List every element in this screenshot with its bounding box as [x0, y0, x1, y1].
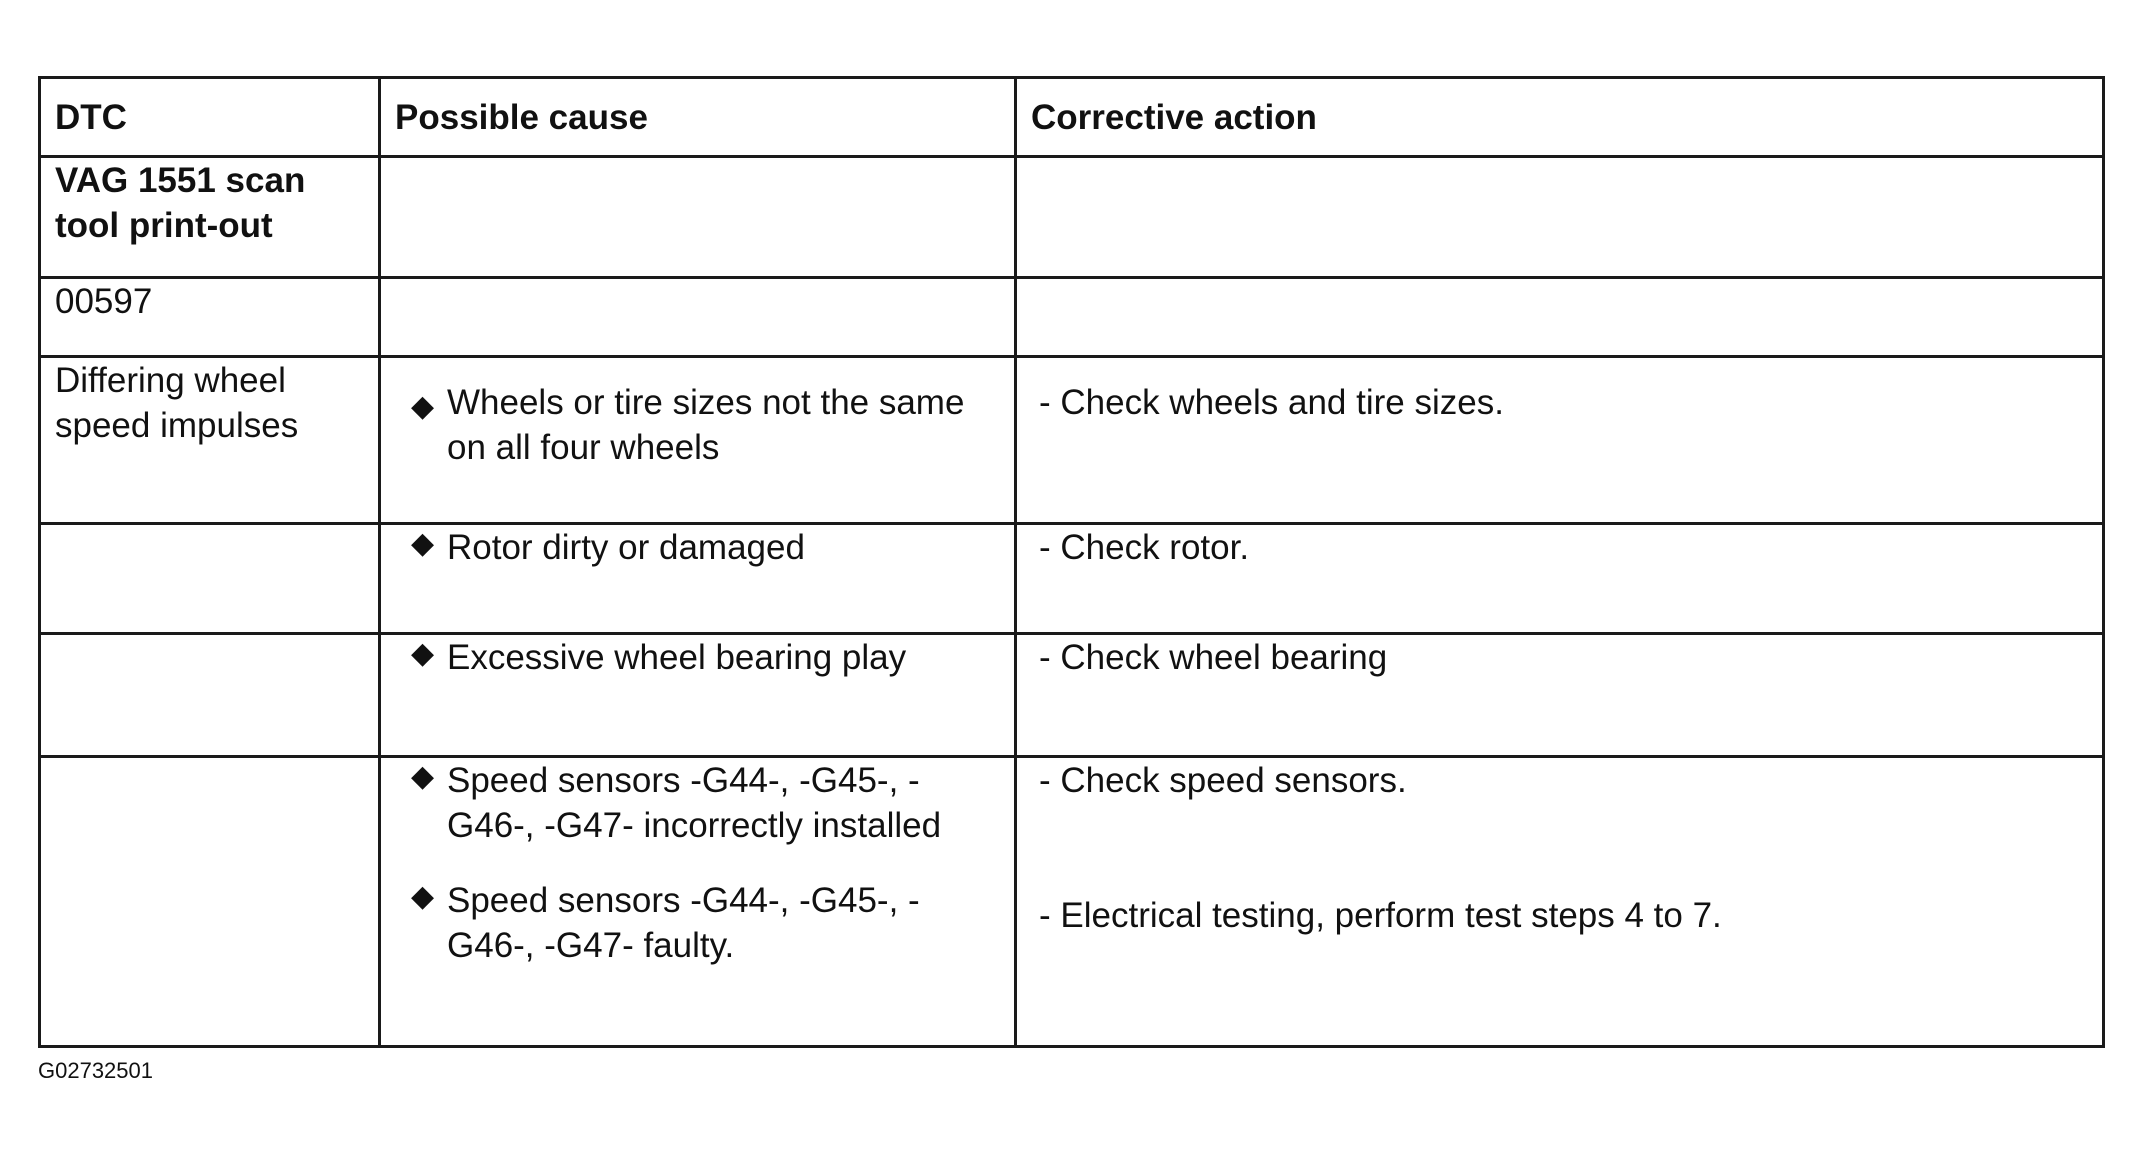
- cause-item: [395, 358, 1000, 470]
- cell-corrective-action: [1016, 634, 2104, 757]
- cell-empty: [380, 278, 1016, 357]
- cell-empty: [1016, 278, 2104, 357]
- action-text: - Check rotor.: [1039, 528, 1250, 567]
- dtc-code: 00597: [40, 278, 380, 357]
- cell-possible-cause: [380, 357, 1016, 524]
- table-row: [40, 357, 2104, 524]
- table-row: [40, 757, 2104, 1047]
- header-corrective-action: Corrective action: [1016, 78, 2104, 157]
- action-text: - Check wheel bearing: [1039, 638, 1388, 677]
- cell-empty: [1016, 157, 2104, 278]
- dtc-description: [40, 757, 380, 1047]
- dtc-table: [38, 76, 2105, 1048]
- cause-text: Rotor dirty or damaged: [447, 528, 805, 567]
- header-dtc: DTC: [40, 78, 380, 157]
- header-row: [40, 78, 2104, 157]
- cell-empty: [380, 157, 1016, 278]
- cause-item: [395, 878, 1000, 968]
- cause-text: Wheels or tire sizes not the same on all four wheels: [447, 383, 965, 467]
- table-row: [40, 524, 2104, 634]
- diamond-bullet-icon: ◆: [411, 527, 435, 560]
- dtc-description: [40, 524, 380, 634]
- action-text: - Check wheels and tire sizes.: [1039, 383, 1504, 422]
- table-row: [40, 278, 2104, 357]
- diamond-bullet-icon: ◆: [411, 760, 435, 793]
- cell-corrective-action: [1016, 357, 2104, 524]
- cell-possible-cause: [380, 757, 1016, 1047]
- action-text: - Electrical testing, perform test steps 4 to 7.: [1039, 896, 1722, 935]
- table-row: [40, 157, 2104, 278]
- dtc-description: Differing wheel speed impulses: [40, 357, 380, 524]
- cause-item: [395, 635, 1000, 680]
- scan-tool-title: VAG 1551 scan tool print-out: [55, 161, 306, 245]
- diamond-bullet-icon: ◆: [411, 880, 435, 913]
- cause-text: Speed sensors -G44-, -G45-, -G46-, -G47- incorrectly installed: [447, 761, 942, 845]
- dtc-description: [40, 634, 380, 757]
- cell-possible-cause: [380, 634, 1016, 757]
- cause-text: Speed sensors -G44-, -G45-, -G46-, -G47- faulty.: [447, 881, 920, 965]
- table-row: [40, 634, 2104, 757]
- header-possible-cause: Possible cause: [380, 78, 1016, 157]
- cause-text: Excessive wheel bearing play: [447, 638, 907, 677]
- cause-item: [395, 758, 1000, 848]
- cell-possible-cause: [380, 524, 1016, 634]
- cell-corrective-action: [1016, 757, 2104, 1047]
- cell-dtc-title: [40, 157, 380, 278]
- cause-item: [395, 525, 1000, 570]
- diamond-bullet-icon: ◆: [411, 637, 435, 670]
- diamond-bullet-icon: ◆: [411, 390, 435, 423]
- action-text: - Check speed sensors.: [1039, 761, 1407, 800]
- figure-id: G02732501: [38, 1058, 153, 1083]
- cell-corrective-action: [1016, 524, 2104, 634]
